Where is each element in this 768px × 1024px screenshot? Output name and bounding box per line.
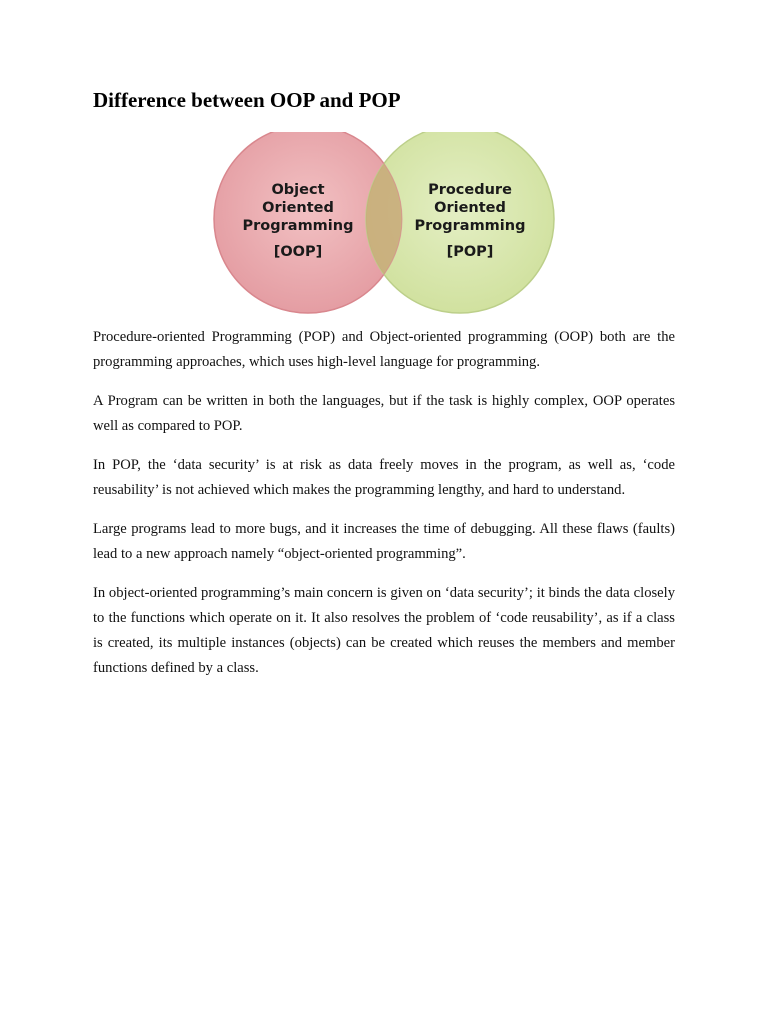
paragraph-4: Large programs lead to more bugs, and it increases the time of debugging. All these flaws (faults) lead to a new approach namely “object-oriented programming”. <box>93 521 675 562</box>
oop-label-line-2: Oriented <box>262 200 334 216</box>
paragraph-1: Procedure-oriented Programming (POP) and Object-oriented programming (OOP) both are the programming approaches, which uses high-level language for programming. <box>93 329 675 370</box>
paragraph-2: A Program can be written in both the languages, but if the task is highly complex, OOP operates well as compared to POP. <box>93 393 675 434</box>
pop-label-line-4: [POP] <box>446 244 494 260</box>
body-text <box>93 325 675 695</box>
venn-diagram <box>205 132 565 324</box>
pop-label-line-3: Programming <box>414 218 526 234</box>
pop-label-line-1: Procedure <box>428 182 512 198</box>
oop-label-line-3: Programming <box>242 218 354 234</box>
paragraph-5: In object-oriented programming’s main concern is given on ‘data security’; it binds the data closely to the functions which operate on it. It also resolves the problem of ‘code reusability’, as if a class is created, its multiple instances (objects) can be created which reuses the members and member functions defined by a class. <box>93 585 675 676</box>
pop-label-line-2: Oriented <box>434 200 506 216</box>
oop-label-line-4: [OOP] <box>273 244 323 260</box>
page-title: Difference between OOP and POP <box>93 88 401 112</box>
oop-label-line-1: Object <box>271 182 325 198</box>
paragraph-3: In POP, the ‘data security’ is at risk as data freely moves in the program, as well as, ‘code reusability’ is not achieved which makes the programming lengthy, and hard to understand. <box>93 457 675 498</box>
